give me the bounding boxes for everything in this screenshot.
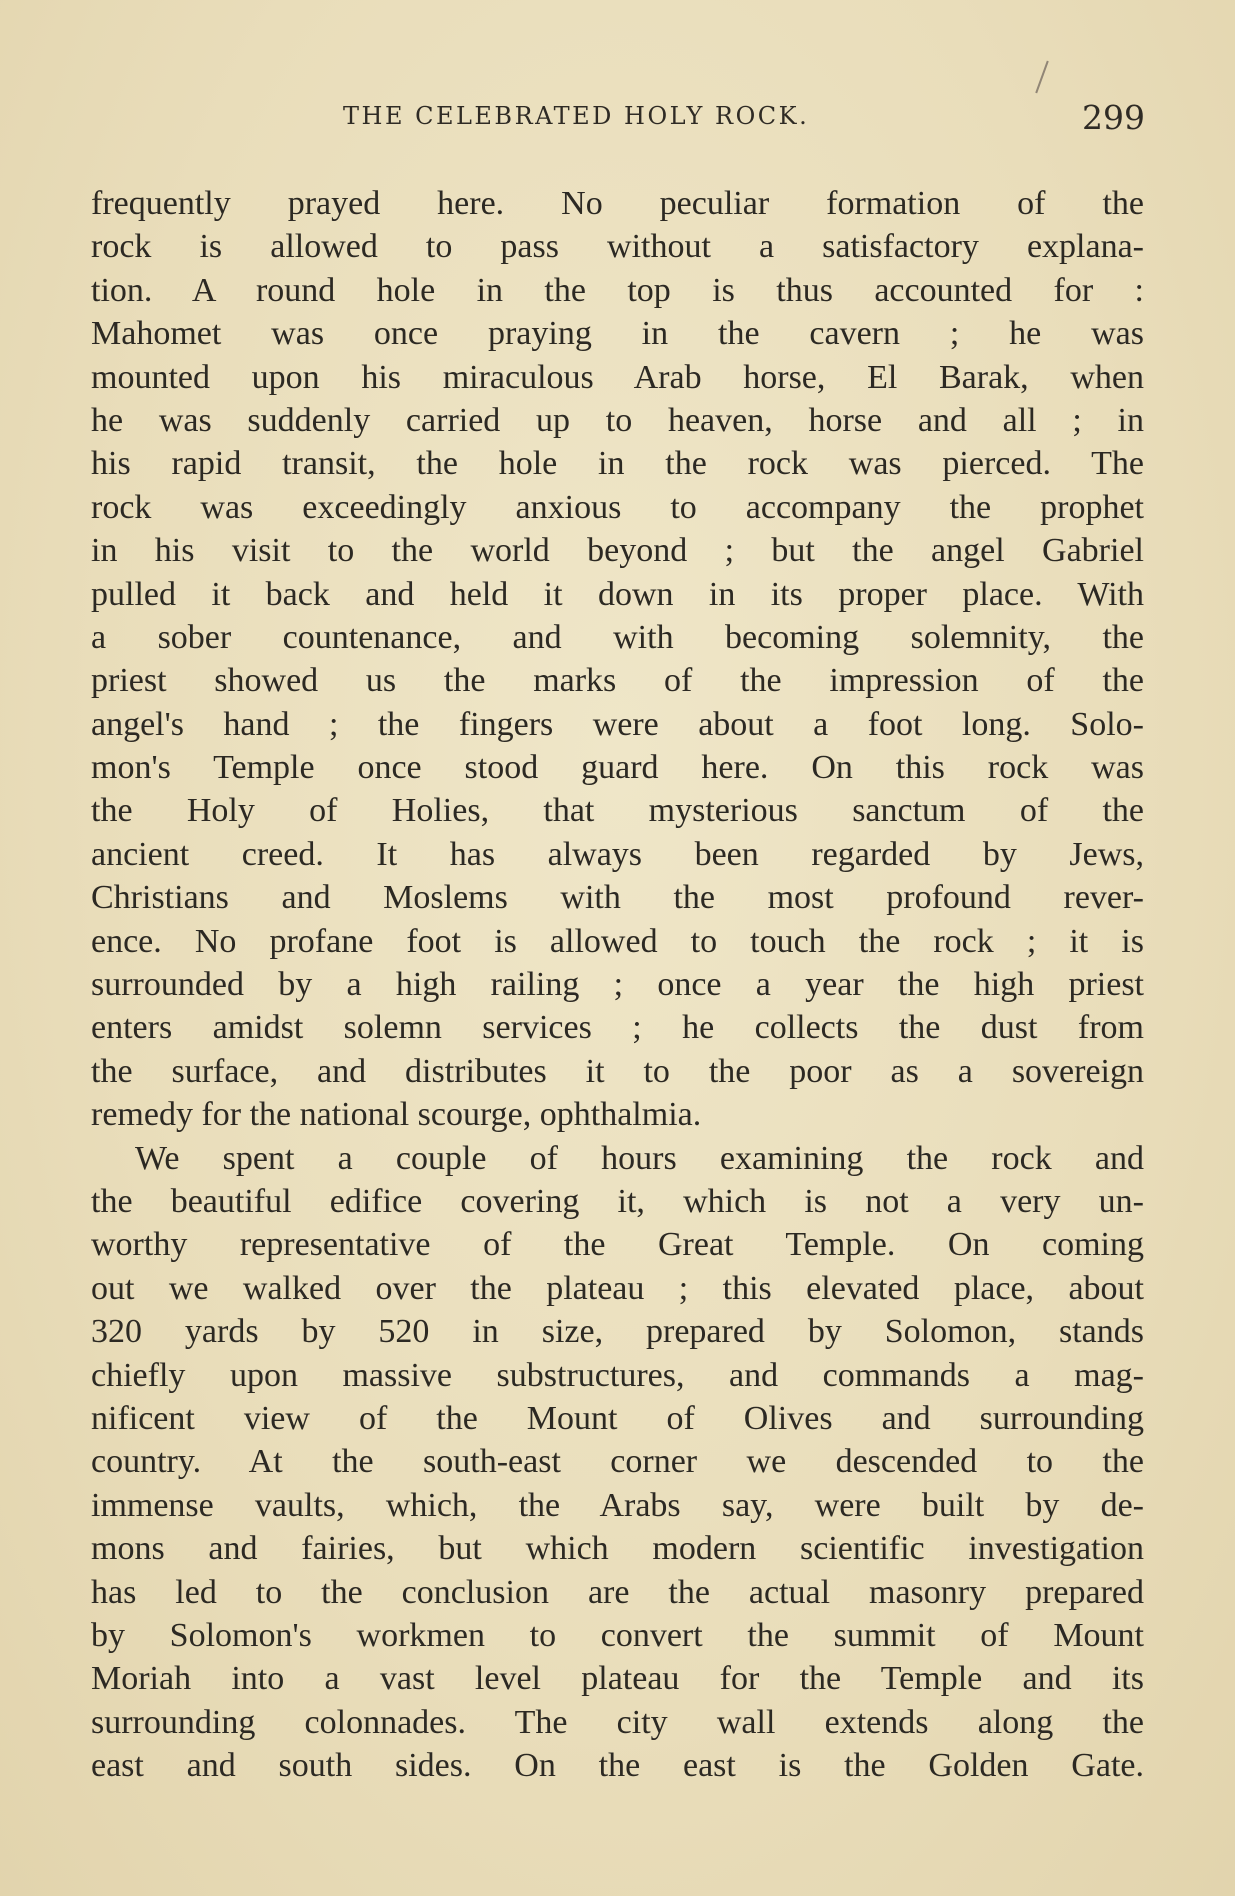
text-line: east and south sides. On the east is the Golden Gate.: [91, 1747, 1144, 1785]
page-number: 299: [1082, 98, 1145, 137]
text-line: priest showed us the marks of the impression of the: [91, 662, 1144, 700]
text-line: immense vaults, which, the Arabs say, were built by de-: [91, 1486, 1144, 1524]
text-line: enters amidst solemn services ; he collects the dust from: [91, 1009, 1144, 1047]
text-line: in his visit to the world beyond ; but the angel Gabriel: [91, 532, 1144, 570]
text-line: country. At the south-east corner we descended to the: [91, 1443, 1144, 1481]
text-line: a sober countenance, and with becoming solemnity, the: [91, 618, 1144, 656]
text-line: nificent view of the Mount of Olives and surrounding: [91, 1399, 1144, 1437]
paragraph-end-line: remedy for the national scourge, ophthalmia.: [91, 1096, 702, 1134]
text-line: tion. A round hole in the top is thus accounted for :: [91, 271, 1144, 309]
pencil-mark: [1035, 61, 1049, 94]
body-text: [91, 182, 1144, 1787]
text-line: angel's hand ; the fingers were about a foot long. Solo-: [91, 705, 1144, 743]
text-line: the Holy of Holies, that mysterious sanctum of the: [91, 792, 1144, 830]
text-line: ence. No profane foot is allowed to touch the rock ; it is: [91, 922, 1144, 960]
text-line: rock is allowed to pass without a satisfactory explana-: [91, 228, 1144, 266]
text-line: chiefly upon massive substructures, and commands a mag-: [91, 1356, 1144, 1394]
text-line: Christians and Moslems with the most profound rever-: [91, 879, 1144, 917]
text-line: has led to the conclusion are the actual masonry prepared: [91, 1573, 1144, 1611]
text-line: Moriah into a vast level plateau for the Temple and its: [91, 1660, 1144, 1698]
text-line: mon's Temple once stood guard here. On this rock was: [91, 749, 1144, 787]
text-line: the surface, and distributes it to the poor as a sovereign: [91, 1052, 1144, 1090]
text-line: surrounding colonnades. The city wall extends along the: [91, 1703, 1144, 1741]
running-head: THE CELEBRATED HOLY ROCK.: [343, 102, 810, 130]
text-line: 320 yards by 520 in size, prepared by Solomon, stands: [91, 1313, 1144, 1351]
text-line: rock was exceedingly anxious to accompany the prophet: [91, 488, 1144, 526]
text-line: frequently prayed here. No peculiar formation of the: [91, 185, 1144, 222]
text-line: he was suddenly carried up to heaven, horse and all ; in: [91, 401, 1144, 439]
text-line: his rapid transit, the hole in the rock was pierced. The: [91, 445, 1144, 483]
paragraph-start-line: We spent a couple of hours examining the rock and: [135, 1139, 1144, 1177]
text-line: pulled it back and held it down in its proper place. With: [91, 575, 1144, 613]
text-line: mons and fairies, but which modern scientific investigation: [91, 1530, 1144, 1568]
text-line: ancient creed. It has always been regarded by Jews,: [91, 835, 1144, 873]
text-line: mounted upon his miraculous Arab horse, El Barak, when: [91, 358, 1144, 396]
page-header: [0, 98, 1235, 148]
text-line: the beautiful edifice covering it, which is not a very un-: [91, 1182, 1144, 1220]
text-line: by Solomon's workmen to convert the summit of Mount: [91, 1616, 1144, 1654]
text-line: surrounded by a high railing ; once a year the high priest: [91, 966, 1144, 1004]
text-line: Mahomet was once praying in the cavern ; he was: [91, 315, 1144, 353]
text-line: worthy representative of the Great Temple. On coming: [91, 1226, 1144, 1264]
text-line: out we walked over the plateau ; this elevated place, about: [91, 1269, 1144, 1307]
